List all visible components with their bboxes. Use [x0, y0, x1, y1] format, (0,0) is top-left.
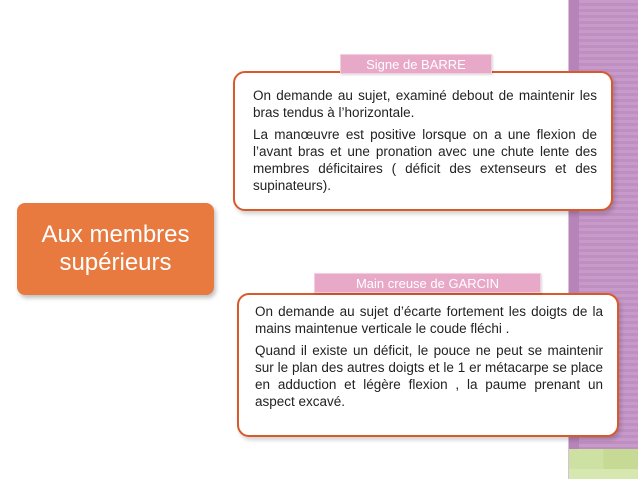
section-paragraph: La manœuvre est positive lorsque on a une flexion de l’avant bras et une pronation avec une chute lente des membres déficitaires ( déficit des extenseurs et des supinateurs).	[253, 127, 597, 193]
strip-footer-bar	[569, 469, 638, 479]
main-label-block	[17, 203, 214, 295]
section-paragraph: Quand il existe un déficit, le pouce ne peut se maintenir sur le plan des autres doigts et le 1 er métacarpe se place en adduction et légère flexion , la paume prenant un aspect excavé.	[255, 343, 603, 409]
section-card-barre	[233, 71, 613, 211]
main-label-text: Aux membres supérieurs	[41, 221, 190, 276]
section-title-barre: Signe de BARRE	[340, 54, 492, 74]
section-paragraph: On demande au sujet, examiné debout de maintenir les bras tendus à l’horizontale.	[253, 88, 597, 120]
section-card-garcin	[237, 293, 619, 437]
section-title-garcin: Main creuse de GARCIN	[314, 273, 541, 293]
section-paragraph: On demande au sujet d’écarte fortement les doigts de la mains maintenue verticale le coude fléchi .	[255, 304, 603, 336]
